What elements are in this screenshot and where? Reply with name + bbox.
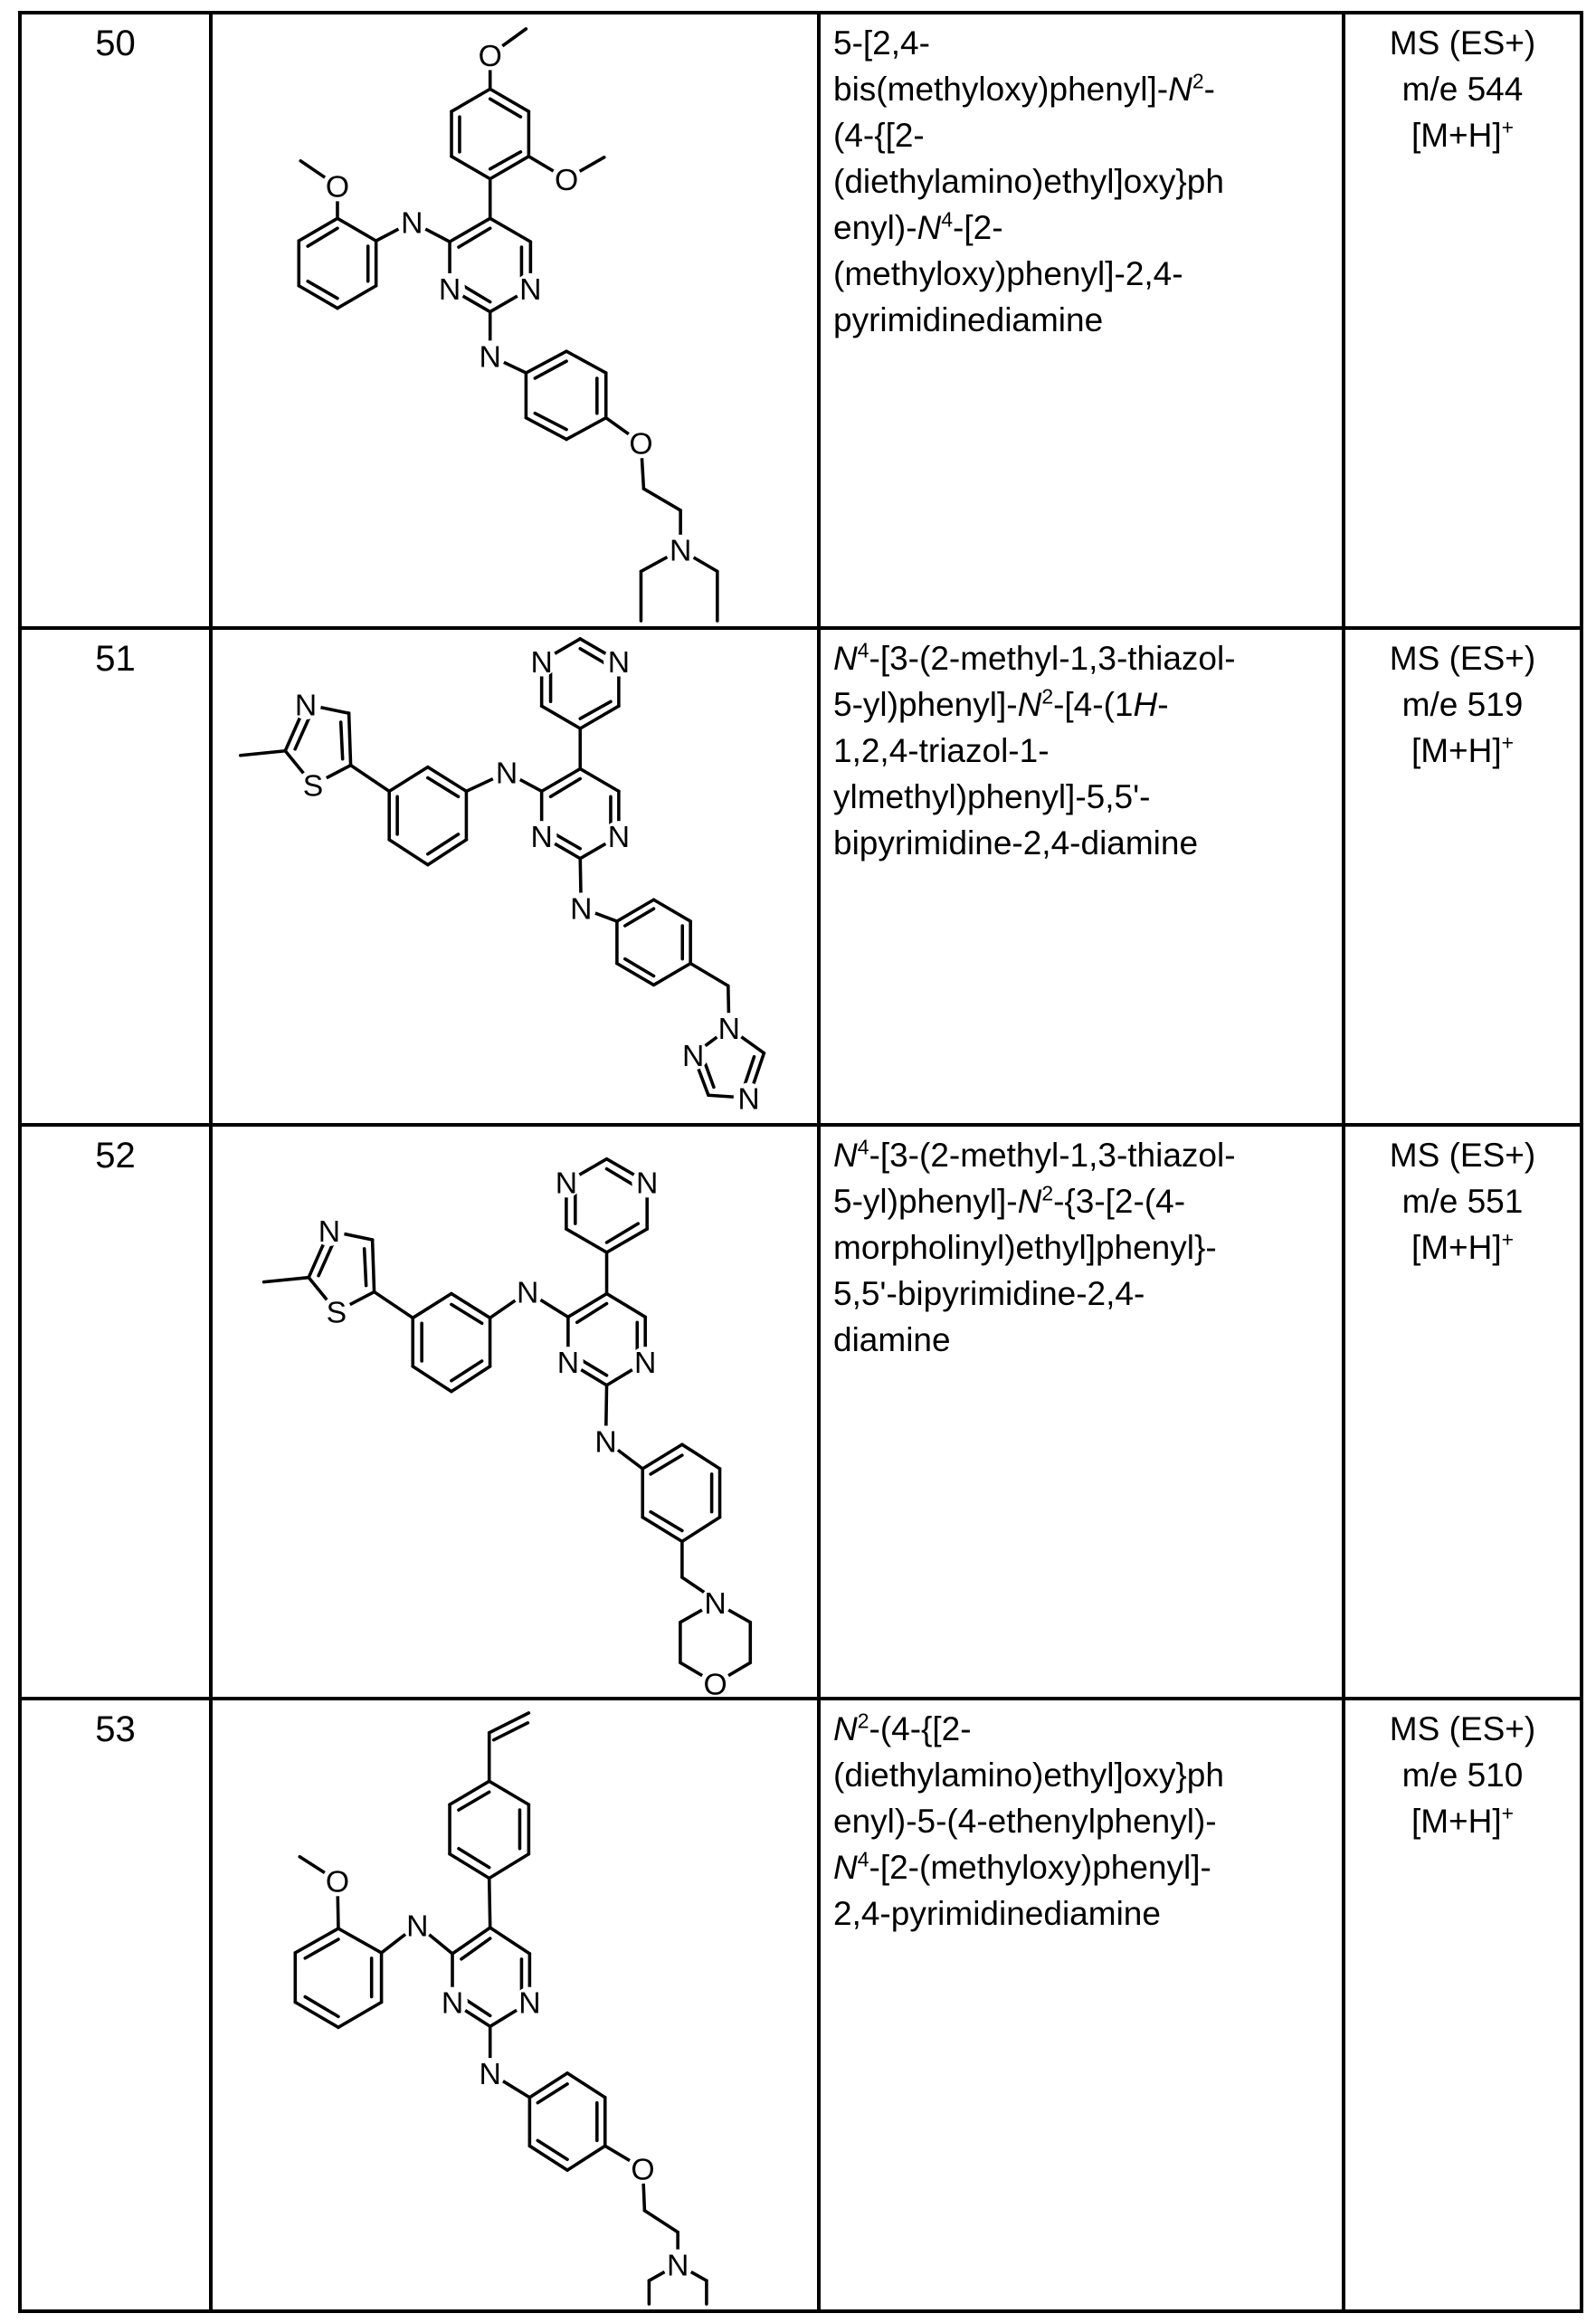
svg-text:N: N: [438, 271, 461, 307]
svg-text:O: O: [631, 2152, 655, 2187]
compound-structure-drawing: [213, 1700, 817, 2309]
compound-name: $N^2-(4-\{[2-$ (diethylamino)ethyl]oxy}ph enyl)-5-(4-ethenylphenyl)- $N^4-[2-(methyloxy)phenyl]-$ 2,4-pyrimidinediamine: [821, 1700, 1342, 2309]
svg-text:S: S: [302, 769, 324, 804]
svg-text:N: N: [406, 1909, 429, 1944]
structure-cell: [213, 14, 817, 626]
svg-text:N: N: [607, 645, 631, 680]
patent-compound-table: [18, 11, 1583, 2313]
svg-text:N: N: [555, 1166, 578, 1201]
svg-text:N: N: [666, 2248, 689, 2283]
svg-text:O: O: [478, 38, 502, 73]
svg-text:N: N: [401, 205, 423, 241]
svg-text:N: N: [636, 1166, 659, 1201]
structure-cell: [213, 1700, 817, 2309]
compound-name: $N^4-[3-(2-methyl-1,3-thiazol-$ $5-yl)phenyl]-N^2-\{3-[2-(4-$ morpholinyl)ethyl]phenyl}- 5,5'-bipyrimidine-2,4- diamine: [821, 1127, 1342, 1697]
svg-text:N: N: [717, 1013, 740, 1047]
compound-number: 51: [22, 630, 209, 1123]
structure-cell: [213, 630, 817, 1123]
svg-text:N: N: [318, 1214, 341, 1250]
svg-text:N: N: [479, 339, 501, 375]
svg-text:O: O: [554, 162, 579, 197]
ms-data: MS (ES+) m/e 551 [M+H]+: [1345, 1127, 1580, 1697]
structure-cell: [213, 1127, 817, 1697]
svg-text:N: N: [634, 1346, 657, 1381]
svg-text:N: N: [594, 1424, 617, 1460]
svg-text:N: N: [517, 1275, 539, 1310]
compound-number: 53: [22, 1700, 209, 2309]
svg-text:N: N: [570, 892, 593, 927]
compound-number: 52: [22, 1127, 209, 1697]
ms-data: MS (ES+) m/e 510 [M+H]+: [1345, 1700, 1580, 2309]
compound-structure-drawing: [213, 1127, 817, 1697]
compound-structure-drawing: [213, 14, 817, 626]
svg-text:N: N: [607, 821, 631, 855]
svg-text:S: S: [326, 1295, 347, 1330]
svg-text:N: N: [530, 821, 553, 855]
svg-text:N: N: [495, 757, 518, 791]
compound-structure-drawing: [213, 630, 817, 1123]
svg-text:N: N: [479, 2057, 501, 2092]
svg-text:N: N: [704, 1585, 727, 1621]
svg-text:N: N: [441, 1985, 464, 2021]
svg-text:N: N: [556, 1346, 580, 1381]
compound-name: $N^4-[3-(2-methyl-1,3-thiazol-$ $5-yl)phenyl]-N^2-[4-(1H-$ 1,2,4-triazol-1- ylmethyl)phenyl]-5,5'- bipyrimidine-2,4-diamine: [821, 630, 1342, 1123]
svg-text:N: N: [518, 1985, 541, 2021]
svg-text:N: N: [294, 689, 318, 723]
svg-text:N: N: [669, 533, 692, 568]
svg-text:N: N: [737, 1082, 760, 1117]
svg-text:N: N: [530, 645, 553, 680]
compound-name: 5-[2,4- $bis(methyloxy)phenyl]-N^2-$ (4-{[2- (diethylamino)ethyl]oxy}ph $enyl)-N^4-[2-$ (methyloxy)phenyl]-2,4- pyrimidinediamine: [821, 14, 1342, 626]
compound-number: 50: [22, 14, 209, 626]
svg-text:O: O: [325, 1864, 350, 1899]
svg-text:O: O: [325, 169, 350, 205]
svg-text:N: N: [519, 271, 542, 307]
svg-text:O: O: [703, 1667, 727, 1697]
svg-text:N: N: [681, 1039, 705, 1073]
svg-text:O: O: [629, 426, 653, 462]
ms-data: MS (ES+) m/e 544 [M+H]+: [1345, 14, 1580, 626]
ms-data: MS (ES+) m/e 519 [M+H]+: [1345, 630, 1580, 1123]
